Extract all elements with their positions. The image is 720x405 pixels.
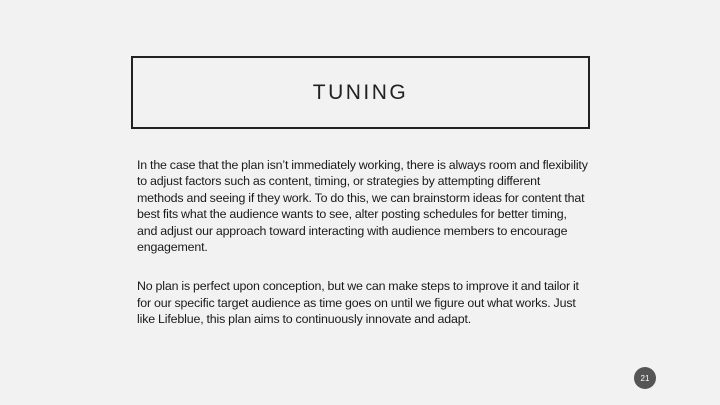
slide-title: TUNING bbox=[312, 80, 409, 104]
title-box bbox=[131, 56, 590, 129]
page-number-badge: 21 bbox=[634, 367, 656, 389]
body-paragraph-1: In the case that the plan isn’t immediately working, there is always room and flexibility to adjust factors such as content, timing, or strategies by attempting different methods and seeing if they work. To do this, we can brainstorm ideas for content that best fits what the audience wants to see, alter posting schedules for better timing, and adjust our approach toward interacting with audience members to encourage engagement. bbox=[137, 158, 588, 255]
slide-body bbox=[137, 157, 589, 328]
body-paragraph-2: No plan is perfect upon conception, but we can make steps to improve it and tailor it for our specific target audience as time goes on until we figure out what works. Just like Lifeblue, this plan aims to continuously innovate and adapt. bbox=[137, 279, 579, 327]
